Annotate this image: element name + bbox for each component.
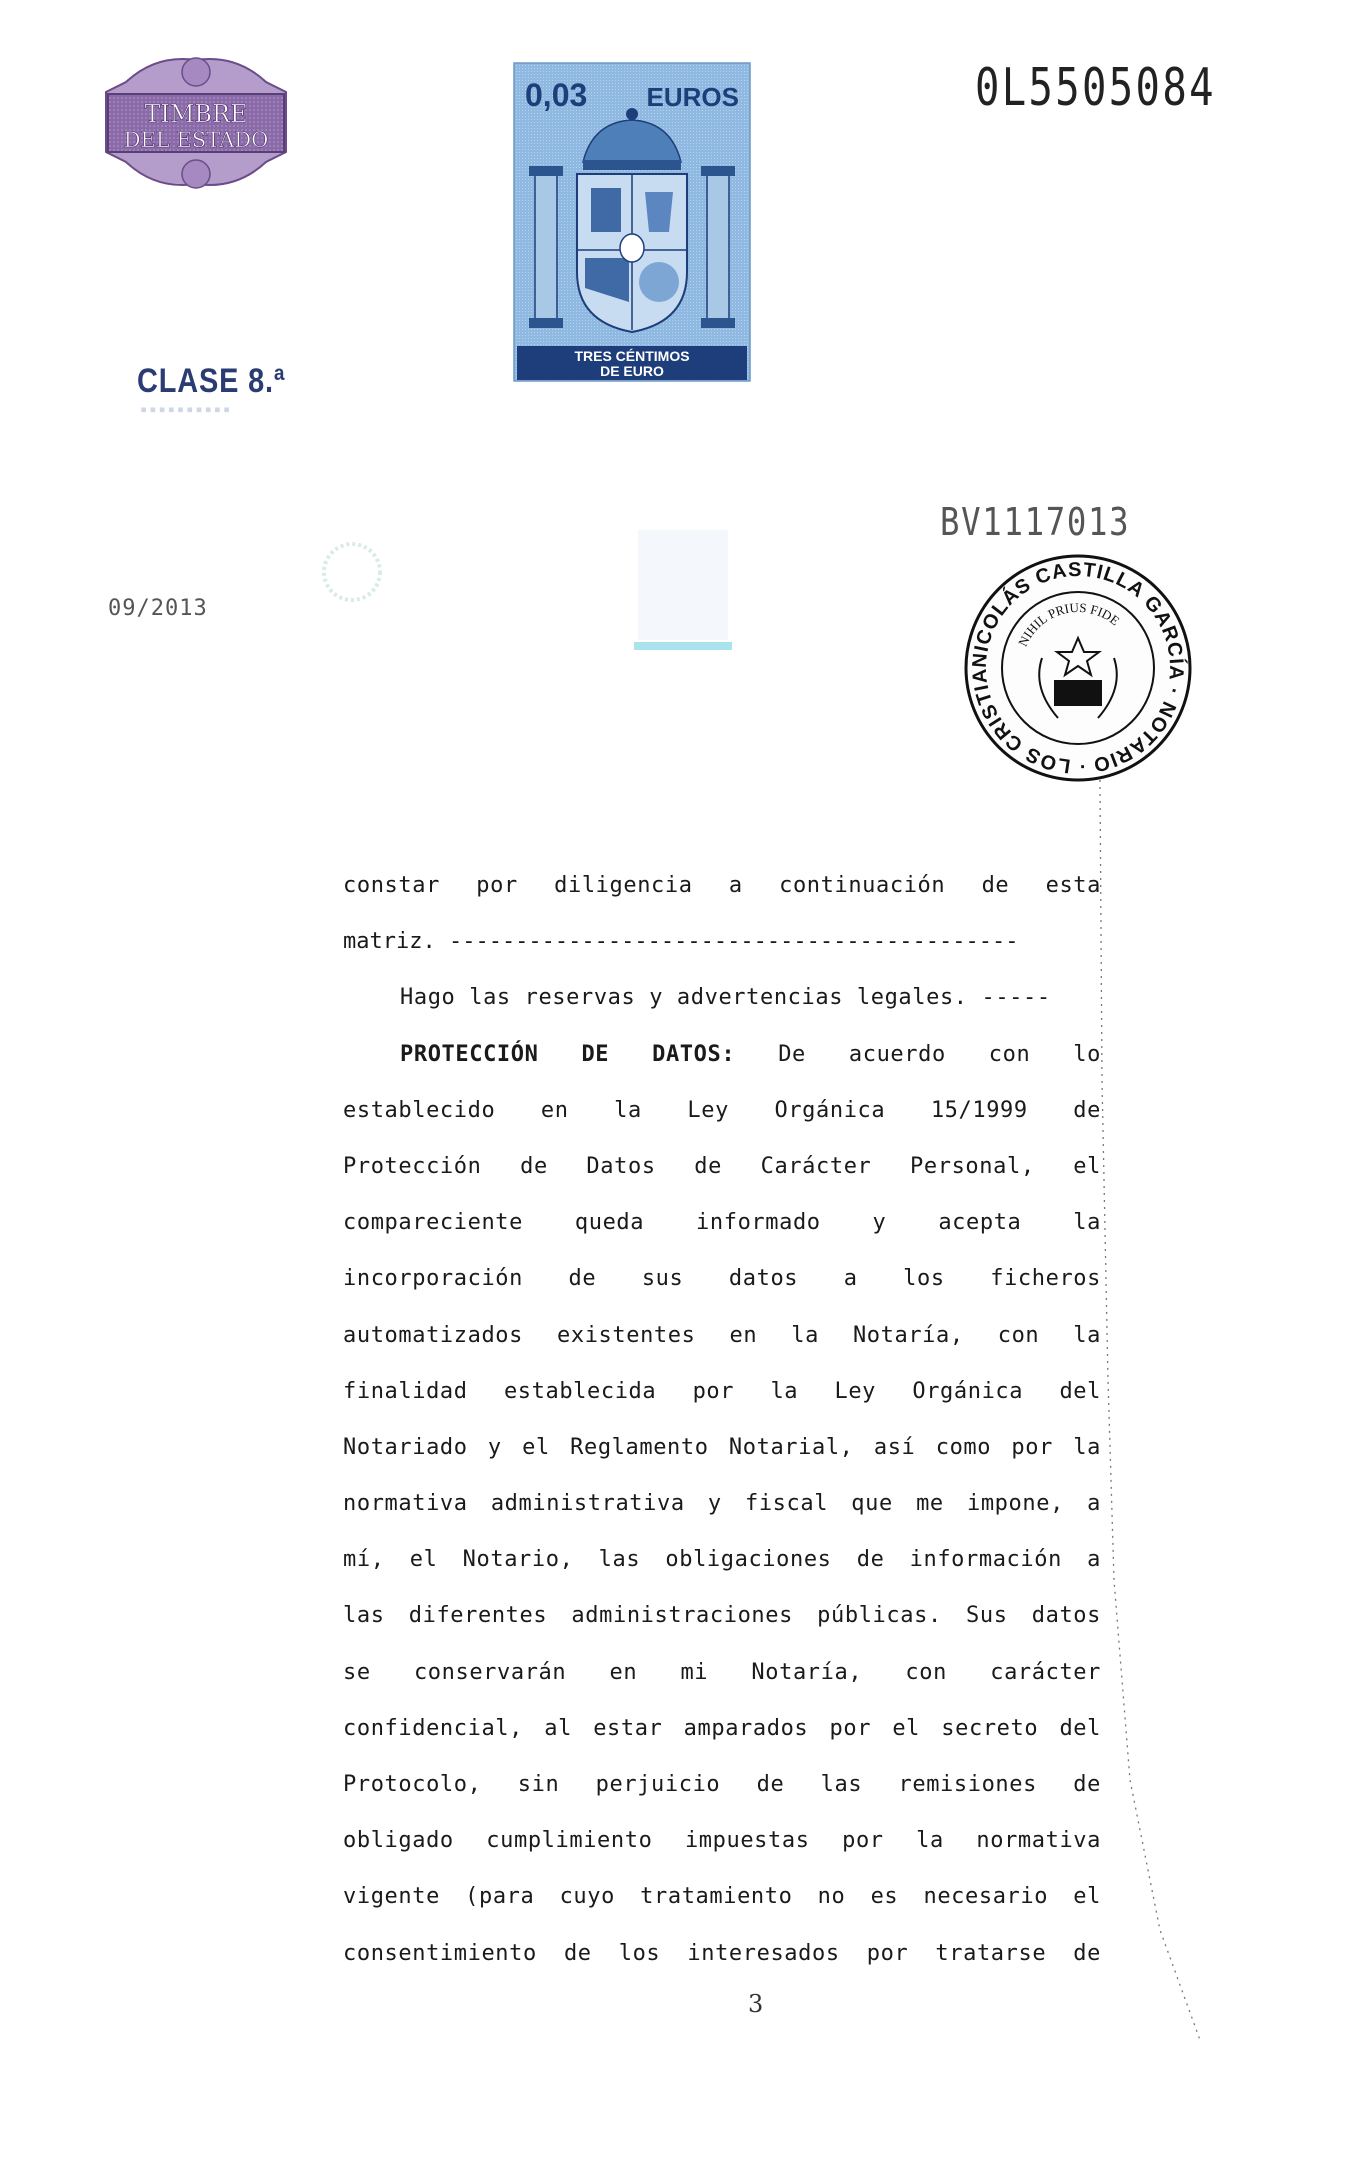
timbre-del-estado-stamp [96, 52, 296, 192]
seal-emblem-icon [1054, 680, 1102, 706]
text-line: finalidad establecida por la Ley Orgánica del [343, 1378, 1101, 1404]
stamp-value-words-1: TRES CÉNTIMOS [574, 348, 690, 364]
text-line: vigente (para cuyo tratamiento no es necesario el [343, 1884, 1101, 1910]
text-line: normativa administrativa y fiscal que me impone, a [343, 1491, 1101, 1517]
text-line: establecido en la Ley Orgánica 15/1999 de [343, 1097, 1101, 1123]
text-line: Hago las reservas y advertencias legales. ----- [400, 985, 1051, 1011]
proteccion-heading: PROTECCIÓN DE DATOS: [400, 1041, 736, 1067]
text-line: compareciente queda informado y acepta la [343, 1210, 1101, 1236]
text-line: obligado cumplimiento impuestas por la normativa [343, 1828, 1101, 1854]
text-line: se conservarán en mi Notaría, con carácter [343, 1659, 1101, 1685]
proteccion-text: De acuerdo con lo [778, 1041, 1101, 1067]
margin-scan-line [1080, 780, 1220, 2060]
pillar-left [535, 172, 557, 322]
text-line: incorporación de sus datos a los ficheros [343, 1266, 1101, 1292]
faded-mark: ▪▪▪▪▪▪▪▪▪▪ [140, 402, 233, 416]
pillar-right [707, 172, 729, 322]
stamp-currency: EUROS [646, 82, 739, 112]
seal-inner-text: NIHIL PRIUS FIDE [1014, 599, 1123, 649]
notary-seal [958, 548, 1198, 788]
stamp-value: 0,03 [525, 77, 588, 113]
text-line: matriz. ------------------------------------------- [343, 929, 1019, 955]
seal-outer-text: NICOLÁS CASTILLA GARCÍA · NOTARIO · LOS CRISTIA [968, 558, 1188, 778]
serial-number-top: 0L5505084 [975, 58, 1216, 118]
document-body [343, 858, 1101, 1982]
text-line-proteccion [343, 1027, 1101, 1083]
clase-label: CLASE 8.ª [137, 362, 286, 400]
faint-watermark-left [300, 540, 405, 605]
stamp-value-words-2: DE EURO [600, 363, 664, 379]
text-line: automatizados existentes en la Notaría, con la [343, 1322, 1101, 1348]
text-line: constar por diligencia a continuación de esta [343, 873, 1101, 898]
text-line: Protocolo, sin perjuicio de las remisiones de [343, 1772, 1101, 1797]
text-line: Notariado y el Reglamento Notarial, así como por la [343, 1434, 1101, 1460]
text-line: mí, el Notario, las obligaciones de información a [343, 1547, 1101, 1573]
text-line: confidencial, al estar amparados por el secreto del [343, 1715, 1101, 1741]
text-line: consentimiento de los interesados por tratarse de [343, 1940, 1101, 1966]
page-number: 3 [748, 1990, 764, 2018]
timbre-line1: TIMBRE [144, 100, 248, 128]
text-line: las diferentes administraciones públicas. Sus datos [343, 1603, 1101, 1629]
text-line: Protección de Datos de Carácter Personal, el [343, 1153, 1101, 1179]
euro-tax-stamp [513, 62, 751, 382]
serial-number-mid: BV1117013 [940, 500, 1131, 544]
faint-watermark-center [630, 530, 735, 660]
date-code: 09/2013 [108, 596, 208, 621]
timbre-line2: DEL ESTADO [123, 128, 269, 152]
